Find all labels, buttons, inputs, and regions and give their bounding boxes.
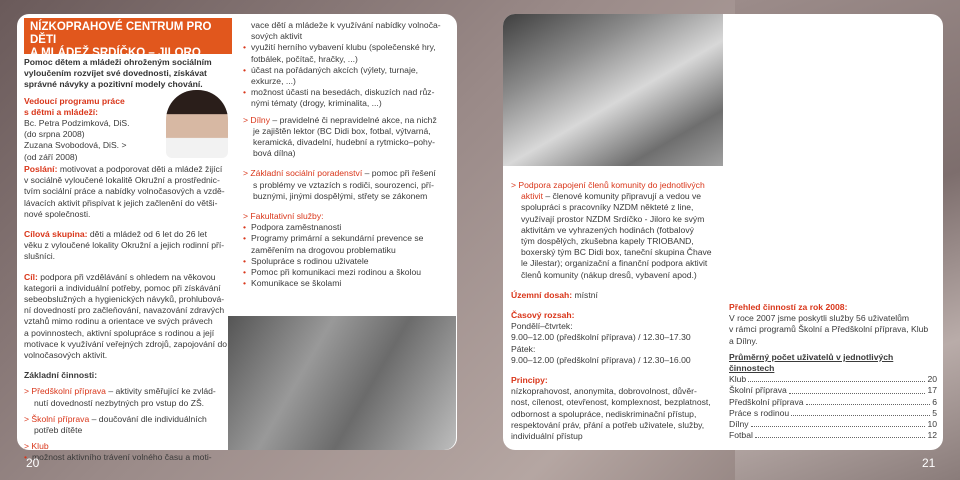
activity-school: > Školní příprava – doučování dle individuálních potřeb dítěte bbox=[24, 413, 207, 436]
photo-band bbox=[503, 14, 723, 166]
mid-col bbox=[243, 20, 455, 289]
club-cont: vace dětí a mládeže k využívání nabídky volnoča- sových aktivit bbox=[251, 20, 441, 42]
territory: Územní dosah: místní bbox=[511, 289, 598, 300]
activity-workshops: > Dílny – pravidelné či nepravidelné akce, na nichž je zajištěn lektor (BC Didi box, fotbal, výtvarná, keramická, divadelní, hudební a rytmicko–pohy- bová dílna) bbox=[243, 114, 437, 159]
stats: Přehled činností za rok 2008: V roce 2007 jsme poskytli služby 56 uživatelům v rámci programů Školní a Předškolní příprava, Klub a Dílny. Průměrný počet uživatelů v jednotlivých činnostech Klub 20 Školní příprava 17 Předškolní příprava 6 Práce s rodinou 5 Dílny 10 Fotbal 12 bbox=[729, 302, 937, 441]
left-col-body bbox=[24, 164, 230, 464]
target-group: Cílová skupina: děti a mládež od 6 let do 26 let věku z vyloučené lokality Okružní a jejich rodinní pří- slušníci. bbox=[24, 229, 225, 262]
club-bullets: • využití herního vybavení klubu (společenské hry, fotbálek, počítač, hračky, ...) • účast na pořádaných akcích (výlety, turnaje, exkurze, ...) • možnost účasti na besedách, diskuzích nad růz- nými tématy (drogy, kriminalita, ...) bbox=[243, 42, 455, 109]
avg-title: Průměrný počet uživatelů v jednotlivých činnostech bbox=[729, 351, 894, 374]
overview-title: Přehled činností za rok 2008: bbox=[729, 302, 848, 312]
stat-row: Fotbal 12 bbox=[729, 430, 937, 441]
stat-row: Školní příprava 17 bbox=[729, 385, 937, 396]
right-col bbox=[511, 180, 721, 442]
stat-row: Předškolní příprava 6 bbox=[729, 396, 937, 407]
stat-row: Dílny 10 bbox=[729, 419, 937, 430]
community-support: > Podpora zapojení členů komunity do jednotlivých aktivit – členové komunity připravují a vedou ve spolupráci s pracovníky NZDM někteté z line, využívají prostor NZDM Srdíčko - Jiloro ke svým aktivitám ve vyhrazených hodinách (fotbalový tým dospělých, zkušebna kapely TRIOBAND, boxerský tým BC Didi box, taneční skupina Čhave le Jilestar); organizační a finanční podpora aktivit členů komunity (nákup dresů, vybavení apod.) bbox=[511, 180, 712, 280]
mission: Poslání: motivovat a podporovat děti a mládež žijící v sociálně vyloučené lokalitě Okružní a prostřednic- tvím sociální práce a nabídky volnočasových a vzdě- lávacích aktivit přispívat k jejich začlenění do větši- nové společnosti. bbox=[24, 164, 225, 219]
activities-heading: Základní činnosti: bbox=[24, 370, 98, 381]
left-col-top bbox=[24, 57, 230, 163]
time-range: Časový rozsah: Pondělí–čtvrtek: 9.00–12.00 (předškolní příprava) / 12.30–17.30 Pátek: 9.00–12.00 (předškolní příprava) / 12.30–16.00 bbox=[511, 310, 691, 365]
photo-children-learning bbox=[228, 316, 456, 450]
activity-club: > Klub • možnost aktivního trávení volného času a moti- bbox=[24, 441, 230, 463]
activity-counseling: > Základní sociální poradenství – pomoc při řešení s problémy ve vztazích s rodiči, sourozenci, pří- buznými, jinými dospělými, střety se zákonem bbox=[243, 168, 436, 201]
intro: Pomoc dětem a mládeži ohroženým sociálním vyloučením rozvíjet své dovednosti, získávat správné návyky a pozitivní modely chování. bbox=[24, 57, 212, 90]
goal: Cíl: podpora při vzdělávání s ohledem na věkovou kategorii a individuální potřeby, pomoc při získávání sebeobslužných a hygienických návyků, prohlubová- ní dovedností pro začleňování, navazování zdravých vztahů mimo rodinu a orientace ve svých právech a povinnostech, aktivní spolupráce s rodinou a její motivace k využívání veřejných zdrojů, zapojování do volnočasových aktivit. bbox=[24, 271, 228, 361]
optional-services: > Fakultativní služby: • Podpora zaměstnanosti • Programy primární a sekundární prevence se zaměřením na drogovou problematiku • Spolupráce s rodinou uživatele • Pomoc při komunikaci mezi rodinou a školou • Komunikace se školami bbox=[243, 211, 455, 289]
leader-heading: Vedoucí programu práce s dětmi a mládeží: bbox=[24, 95, 125, 117]
page-number-left: 20 bbox=[26, 456, 40, 470]
program-title: NÍZKOPRAHOVÉ CENTRUM PRO DĚTI A MLÁDEŽ SRDÍČKO – JILORO bbox=[24, 18, 232, 54]
activity-preschool: > Předškolní příprava – aktivity směřující ke zvlád- nutí dovedností nezbytných pro vstup do ZŠ. bbox=[24, 386, 216, 408]
page-number-right: 21 bbox=[922, 456, 936, 470]
stat-row: Klub 20 bbox=[729, 374, 937, 385]
leaders: Bc. Petra Podzimková, DiS. (do srpna 2008) Zuzana Svobodová, DiS. > (od září 2008) bbox=[24, 118, 130, 162]
stat-row: Práce s rodinou 5 bbox=[729, 407, 937, 418]
principles: Principy: nízkoprahovost, anonymita, dobrovolnost, důvěr- nost, cílenost, otevřenost, komplexnost, bezplatnost, odbornost a spolupráce, nediskriminační přístup, respektování práv, přání a potřeb uživatele, služby, individuální přístup bbox=[511, 375, 711, 442]
